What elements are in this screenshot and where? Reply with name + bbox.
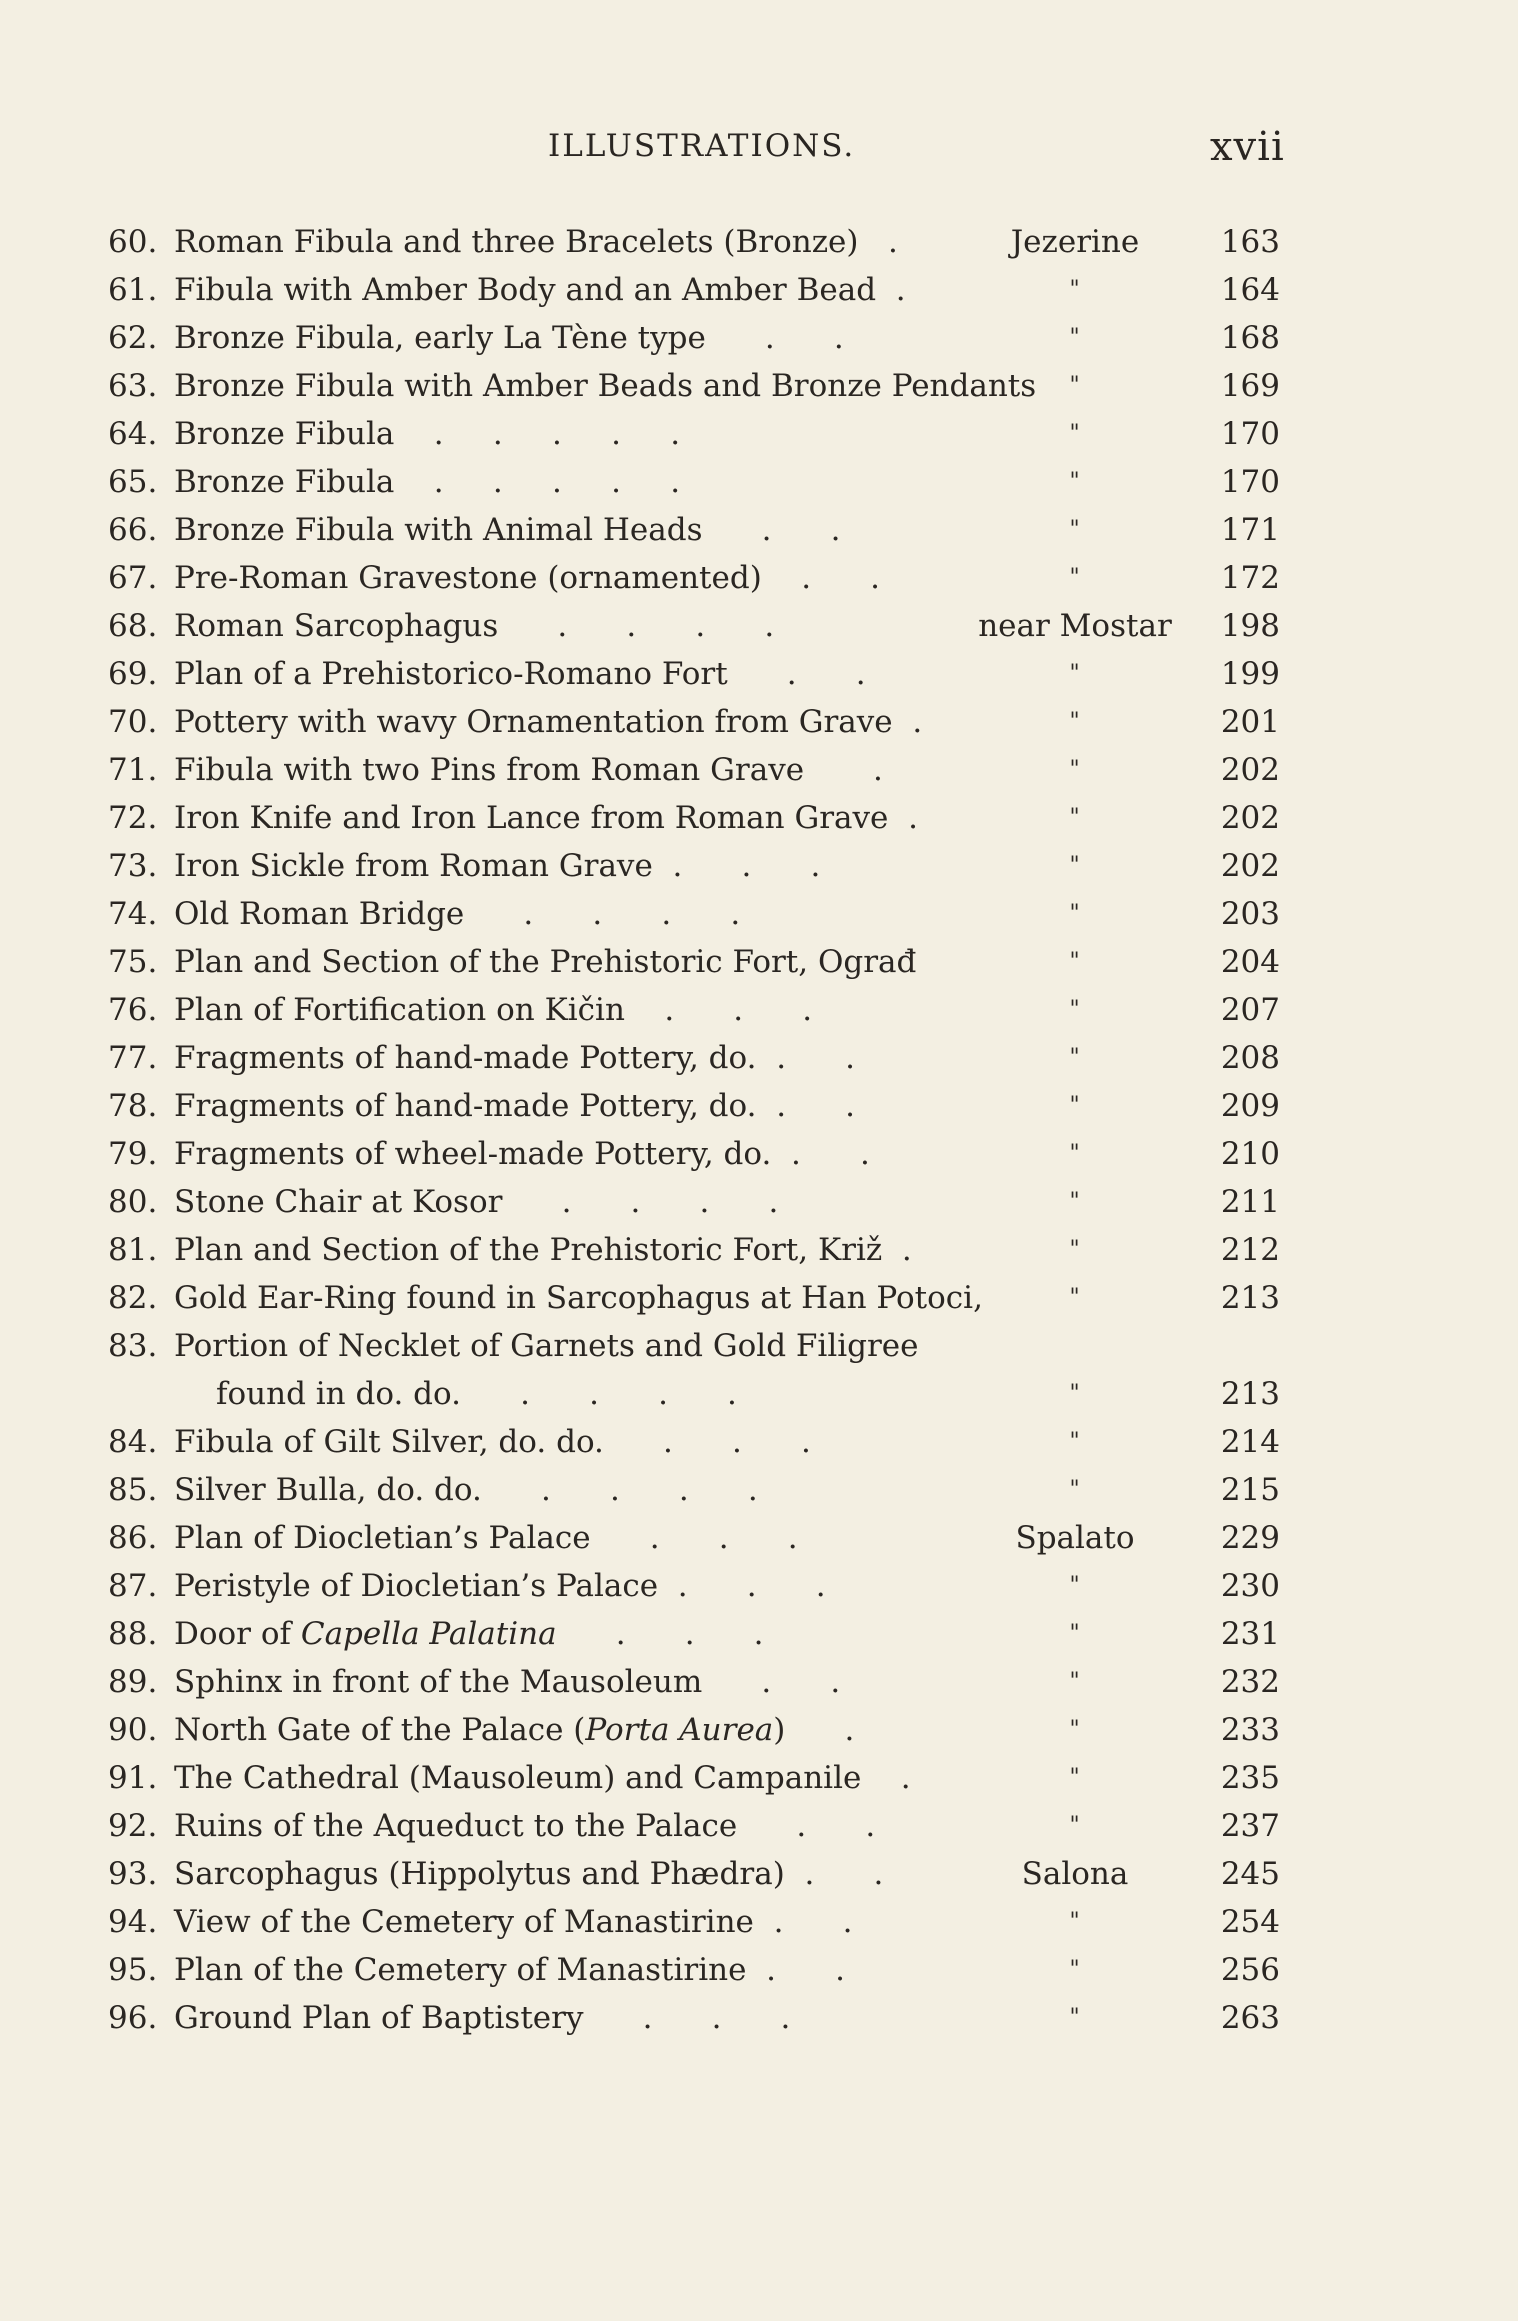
entry-location: " [1069,373,1081,398]
entry-number: 65. [108,464,158,500]
entry-title [174,1418,1014,1466]
entry-location: " [1069,1909,1081,1934]
entry-number: 84. [108,1424,158,1460]
entry-title-leader: . . . [556,1616,764,1652]
entry-title-text: Gold Ear-Ring found in Sarcophagus at Han Potoci, [174,1280,983,1316]
list-item [0,1322,1518,1418]
list-item [0,266,1518,314]
entry-title [174,1802,1014,1850]
entry-location: " [1069,661,1081,686]
entry-title [174,986,1014,1034]
entry-title-text: Ground Plan of Baptistery . . . [174,2000,791,2036]
entry-title [174,410,1014,458]
entry-title [174,1082,1014,1130]
entry-page: 169 [1220,368,1280,404]
list-item [0,1850,1518,1898]
entry-title-text: Iron Knife and Iron Lance from Roman Grave . [174,800,918,836]
entry-location: " [1069,1237,1081,1262]
entry-location: Salona [1021,1856,1129,1892]
entry-number: 92. [108,1808,158,1844]
entry-title [174,1994,1014,2042]
list-item [0,1418,1518,1466]
running-title: ILLUSTRATIONS. [548,128,856,164]
entry-page: 232 [1220,1664,1280,1700]
entry-page: 230 [1220,1568,1280,1604]
entry-page: 215 [1220,1472,1280,1508]
entry-page: 213 [1220,1280,1280,1316]
page-header [0,124,1518,178]
entry-page: 172 [1220,560,1280,596]
entry-location: " [1069,757,1081,782]
entry-title [174,1850,1014,1898]
entry-title [174,458,1014,506]
entry-title-text: Silver Bulla, do. do. . . . . [174,1472,758,1508]
list-item [0,986,1518,1034]
entry-location: " [1069,997,1081,1022]
entry-title [174,602,1014,650]
entry-location: " [1069,1621,1081,1646]
entry-page: 202 [1220,752,1280,788]
entry-page: 263 [1220,2000,1280,2036]
entry-number: 90. [108,1712,158,1748]
list-item [0,218,1518,266]
entry-title-text: Fragments of hand-made Pottery, do. . . [174,1040,856,1076]
entry-location: " [1069,1141,1081,1166]
entry-title [174,554,1014,602]
list-item [0,746,1518,794]
entry-number: 70. [108,704,158,740]
entry-location: Jezerine [1010,224,1140,260]
entry-location: " [1069,709,1081,734]
entry-title [174,1034,1014,1082]
entry-page: 201 [1220,704,1280,740]
entry-title [174,266,1014,314]
page-number: xvii [1210,124,1285,170]
entry-title-text: Portion of Necklet of Garnets and Gold Filigree [174,1328,919,1364]
entry-title [174,794,1014,842]
list-item [0,554,1518,602]
entry-page: 204 [1220,944,1280,980]
entry-number: 68. [108,608,158,644]
list-item [0,1898,1518,1946]
entry-title [174,1706,1014,1754]
entry-page: 208 [1220,1040,1280,1076]
entry-number: 86. [108,1520,158,1556]
entry-title-text: Bronze Fibula . . . . . [174,464,681,500]
entry-number: 62. [108,320,158,356]
entry-number: 75. [108,944,158,980]
entry-number: 78. [108,1088,158,1124]
entry-title-text: Sphinx in front of the Mausoleum . . [174,1664,841,1700]
entry-number: 87. [108,1568,158,1604]
entry-title [174,1274,1014,1322]
entry-number: 82. [108,1280,158,1316]
entry-page: 202 [1220,800,1280,836]
list-item [0,1082,1518,1130]
entry-title-text: Sarcophagus (Hippolytus and Phædra) . . [174,1856,884,1892]
entry-location: " [1069,901,1081,926]
entry-location: Spalato [1015,1520,1135,1556]
entry-page: 233 [1220,1712,1280,1748]
entry-location: near Mostar [978,608,1172,644]
list-item [0,1610,1518,1658]
entry-title [174,1514,1014,1562]
entry-location: " [1069,853,1081,878]
entry-title-text: Stone Chair at Kosor . . . . [174,1184,779,1220]
entry-title-text: North Gate of the Palace ( [174,1712,586,1748]
entry-title [174,1178,1014,1226]
entry-title-text: The Cathedral (Mausoleum) and Campanile . [174,1760,911,1796]
entry-location: " [1069,2005,1081,2030]
entry-title-text: Fragments of wheel-made Pottery, do. . . [174,1136,870,1172]
entry-page: 199 [1220,656,1280,692]
entry-page: 171 [1220,512,1280,548]
entry-number: 63. [108,368,158,404]
list-item [0,506,1518,554]
entry-location: " [1069,1093,1081,1118]
entry-title-italic: Capella Palatina [300,1616,557,1652]
entry-title [174,1466,1014,1514]
entry-title-text: Ruins of the Aqueduct to the Palace . . [174,1808,876,1844]
entry-title-text: Plan of a Prehistorico-Romano Fort . . [174,656,866,692]
entry-title-text: Pottery with wavy Ornamentation from Grave . [174,704,923,740]
illustrations-list [0,218,1518,2042]
list-item [0,1562,1518,1610]
entry-location: " [1069,565,1081,590]
entry-title-text: Bronze Fibula with Amber Beads and Bronze Pendants [174,368,1037,404]
entry-title [174,1754,1014,1802]
list-item [0,362,1518,410]
entry-number: 74. [108,896,158,932]
entry-number: 96. [108,2000,158,2036]
entry-title [174,746,1014,794]
entry-location: " [1069,421,1081,446]
entry-location: " [1069,1189,1081,1214]
entry-page: 164 [1220,272,1280,308]
entry-location: " [1069,1813,1081,1838]
entry-location: " [1069,1765,1081,1790]
entry-title [174,938,1014,986]
entry-title-text: Plan of Diocletian’s Palace . . . [174,1520,798,1556]
entry-page: 170 [1220,416,1280,452]
entry-title [174,1898,1014,1946]
entry-title-text: Fibula with two Pins from Roman Grave . [174,752,883,788]
entry-page: 229 [1220,1520,1280,1556]
list-item [0,938,1518,986]
entry-title [174,314,1014,362]
entry-title-text: Fibula with Amber Body and an Amber Bead . [174,272,906,308]
list-item [0,1226,1518,1274]
entry-page: 210 [1220,1136,1280,1172]
entry-title [174,1130,1014,1178]
entry-location: " [1069,1285,1081,1310]
entry-location: " [1069,949,1081,974]
entry-page: 212 [1220,1232,1280,1268]
entry-page: 198 [1220,608,1280,644]
entry-page: 237 [1220,1808,1280,1844]
entry-title [174,650,1014,698]
entry-location: " [1069,805,1081,830]
entry-location: " [1069,1669,1081,1694]
list-item [0,650,1518,698]
entry-location: " [1069,517,1081,542]
list-item [0,314,1518,362]
entry-title [174,1610,1014,1658]
entry-title [174,890,1014,938]
entry-number: 66. [108,512,158,548]
entry-page: 231 [1220,1616,1280,1652]
entry-number: 89. [108,1664,158,1700]
entry-title [174,1322,1014,1418]
list-item [0,698,1518,746]
entry-title-text: Pre-Roman Gravestone (ornamented) . . [174,560,881,596]
entry-page: 202 [1220,848,1280,884]
entry-page: 209 [1220,1088,1280,1124]
entry-number: 71. [108,752,158,788]
entry-number: 85. [108,1472,158,1508]
entry-title-text: View of the Cemetery of Manastirine . . [174,1904,853,1940]
entry-number: 80. [108,1184,158,1220]
list-item [0,1754,1518,1802]
entry-title-text: Bronze Fibula, early La Tène type . . [174,320,844,356]
entry-title-text: Fibula of Gilt Silver, do. do. . . . [174,1424,811,1460]
list-item [0,1994,1518,2042]
entry-location: " [1069,1429,1081,1454]
entry-page: 245 [1220,1856,1280,1892]
list-item [0,842,1518,890]
list-item [0,602,1518,650]
list-item [0,890,1518,938]
entry-title-text: Roman Fibula and three Bracelets (Bronze) . [174,224,898,260]
entry-number: 76. [108,992,158,1028]
entry-number: 67. [108,560,158,596]
entry-title-text: Plan and Section of the Prehistoric Fort, Križ . [174,1232,912,1268]
entry-title-text: Bronze Fibula with Animal Heads . . [174,512,841,548]
entry-location: " [1069,469,1081,494]
list-item [0,1034,1518,1082]
entry-page: 163 [1220,224,1280,260]
entry-number: 72. [108,800,158,836]
entry-page: 211 [1220,1184,1280,1220]
entry-page: 170 [1220,464,1280,500]
entry-title-continuation: found in do. do. . . . . [216,1376,737,1412]
entry-title [174,1658,1014,1706]
list-item [0,410,1518,458]
entry-title-italic: Porta Aurea [585,1712,774,1748]
list-item [0,458,1518,506]
entry-number: 95. [108,1952,158,1988]
entry-page: 203 [1220,896,1280,932]
entry-page: 207 [1220,992,1280,1028]
entry-title-text: Bronze Fibula . . . . . [174,416,681,452]
entry-title [174,506,1014,554]
list-item [0,1178,1518,1226]
list-item [0,1706,1518,1754]
entry-number: 60. [108,224,158,260]
entry-title [174,1562,1014,1610]
entry-title-text: Fragments of hand-made Pottery, do. . . [174,1088,856,1124]
entry-title [174,698,1014,746]
list-item [0,1658,1518,1706]
list-item [0,1802,1518,1850]
entry-title-text: Plan of Fortification on Kičin . . . [174,992,813,1028]
entry-number: 93. [108,1856,158,1892]
entry-title-text: Plan and Section of the Prehistoric Fort, Ograđ [174,944,917,980]
list-item [0,794,1518,842]
entry-page: 168 [1220,320,1280,356]
entry-page: 256 [1220,1952,1280,1988]
entry-page: 214 [1220,1424,1280,1460]
entry-number: 91. [108,1760,158,1796]
entry-location: " [1069,1045,1081,1070]
entry-number: 94. [108,1904,158,1940]
entry-location: " [1069,325,1081,350]
entry-title-text: Plan of the Cemetery of Manastirine . . [174,1952,846,1988]
entry-number: 88. [108,1616,158,1652]
entry-number: 77. [108,1040,158,1076]
entry-number: 83. [108,1328,158,1364]
entry-location: " [1069,277,1081,302]
entry-location: " [1069,1477,1081,1502]
entry-page: 235 [1220,1760,1280,1796]
entry-location: " [1069,1573,1081,1598]
entry-title-text: Door of [174,1616,301,1652]
entry-title [174,362,1037,410]
list-item [0,1466,1518,1514]
entry-number: 79. [108,1136,158,1172]
entry-page: 254 [1220,1904,1280,1940]
entry-number: 69. [108,656,158,692]
list-item [0,1946,1518,1994]
entry-location: " [1069,1957,1081,1982]
list-item [0,1274,1518,1322]
entry-title [174,842,1014,890]
entry-title-text: Old Roman Bridge . . . . [174,896,741,932]
entry-location: " [1069,1717,1081,1742]
list-item [0,1514,1518,1562]
entry-number: 61. [108,272,158,308]
entry-title-text: Peristyle of Diocletian’s Palace . . . [174,1568,826,1604]
entry-location: " [1069,1381,1081,1406]
entry-title [174,1226,1014,1274]
entry-title [174,1946,1014,1994]
list-item [0,1130,1518,1178]
entry-title-text: Roman Sarcophagus . . . . [174,608,775,644]
entry-number: 64. [108,416,158,452]
entry-page: 213 [1220,1376,1280,1412]
entry-number: 81. [108,1232,158,1268]
entry-title-text: Iron Sickle from Roman Grave . . . [174,848,821,884]
entry-number: 73. [108,848,158,884]
entry-title-leader: ) . [773,1712,855,1748]
entry-title [174,218,1014,266]
